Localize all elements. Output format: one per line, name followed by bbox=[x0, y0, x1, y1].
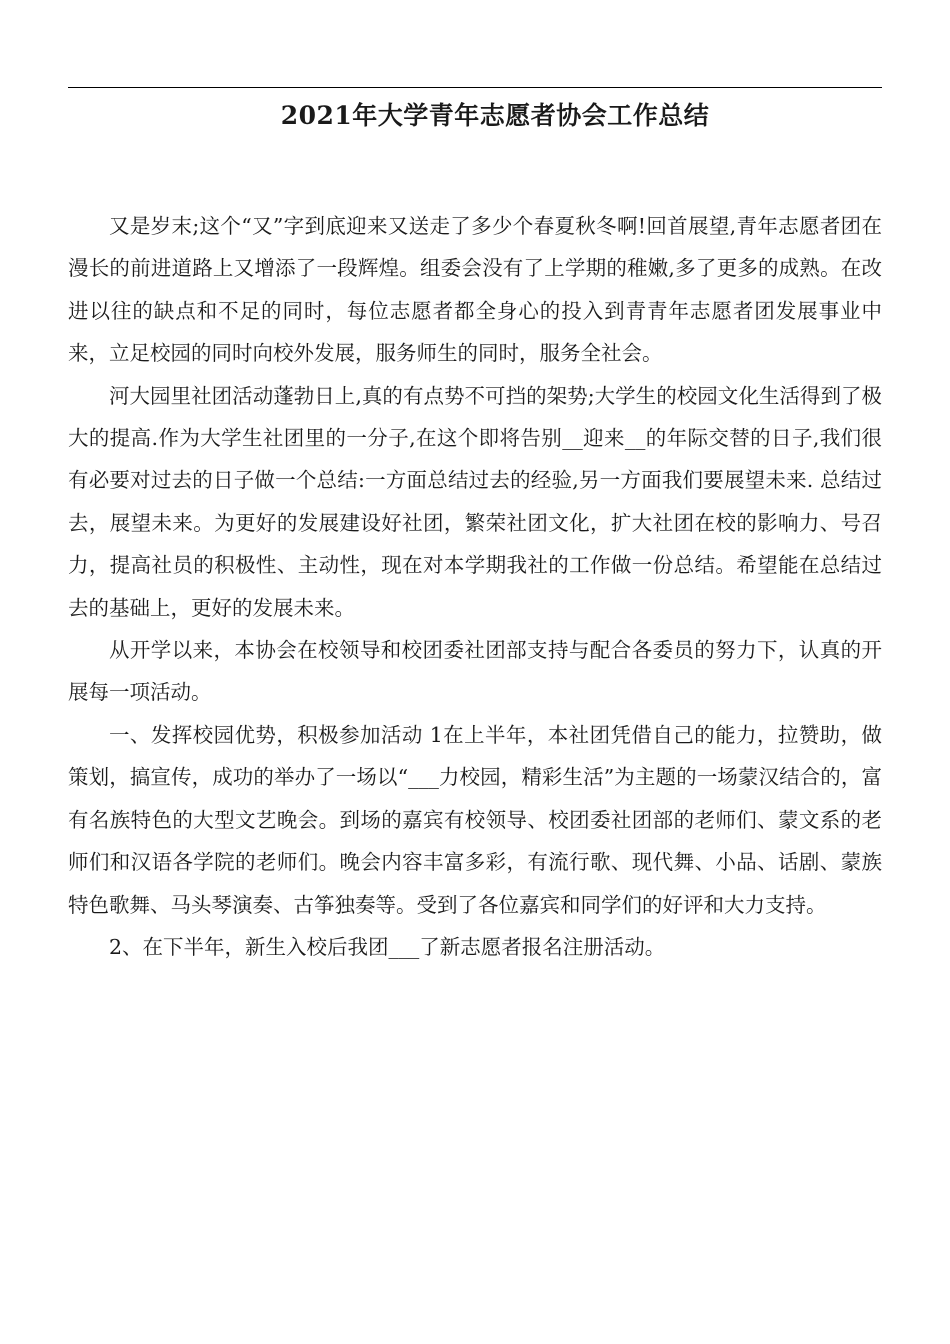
header-rule bbox=[68, 87, 882, 88]
paragraph-intro: 又是岁末;这个“又”字到底迎来又送走了多少个春夏秋冬啊!回首展望,青年志愿者团在漫长的前进道路上又增添了一段辉煌。组委会没有了上学期的稚嫩,多了更多的成熟。在改进以往的缺点和不足的同时，每位志愿者都全身心的投入到青青年志愿者团发展事业中来，立足校园的同时向校外发展，服务师生的同时，服务全社会。 bbox=[68, 214, 882, 366]
document-body bbox=[68, 205, 882, 968]
paragraph-since-semester-start: 从开学以来，本协会在校领导和校团委社团部支持与配合各委员的努力下，认真的开展每一项活动。 bbox=[68, 638, 882, 705]
document-title: 2021年大学青年志愿者协会工作总结 bbox=[280, 101, 710, 130]
paragraph-section-two: 2、在下半年，新生入校后我团___了新志愿者报名注册活动。 bbox=[109, 934, 666, 959]
paragraph-section-one: 一、发挥校园优势，积极参加活动 1在上半年，本社团凭借自己的能力，拉赞助，做策划，搞宣传，成功的举办了一场以“___力校园，精彩生活”为主题的一场蒙汉结合的，富有名族特色的大型文艺晚会。到场的嘉宾有校领导、校团委社团部的老师们、蒙文系的老师们和汉语各学院的老师们。晚会内容丰富多彩，有流行歌、现代舞、小品、话剧、蒙族特色歌舞、马头琴演奏、古筝独奏等。受到了各位嘉宾和同学们的好评和大力支持。 bbox=[68, 722, 882, 917]
paragraph-campus-activities: 河大园里社团活动蓬勃日上,真的有点势不可挡的架势;大学生的校园文化生活得到了极大的提高.作为大学生社团里的一分子,在这个即将告别__迎来__的年际交替的日子,我们很有必要对过去的日子做一个总结:一方面总结过去的经验,另一方面我们要展望未来. 总结过去，展望未来。为更好的发展建设好社团，繁荣社团文化，扩大社团在校的影响力、号召力，提高社员的积极性、主动性，现在对本学期我社的工作做一份总结。希望能在总结过去的基础上，更好的发展未来。 bbox=[68, 383, 882, 620]
